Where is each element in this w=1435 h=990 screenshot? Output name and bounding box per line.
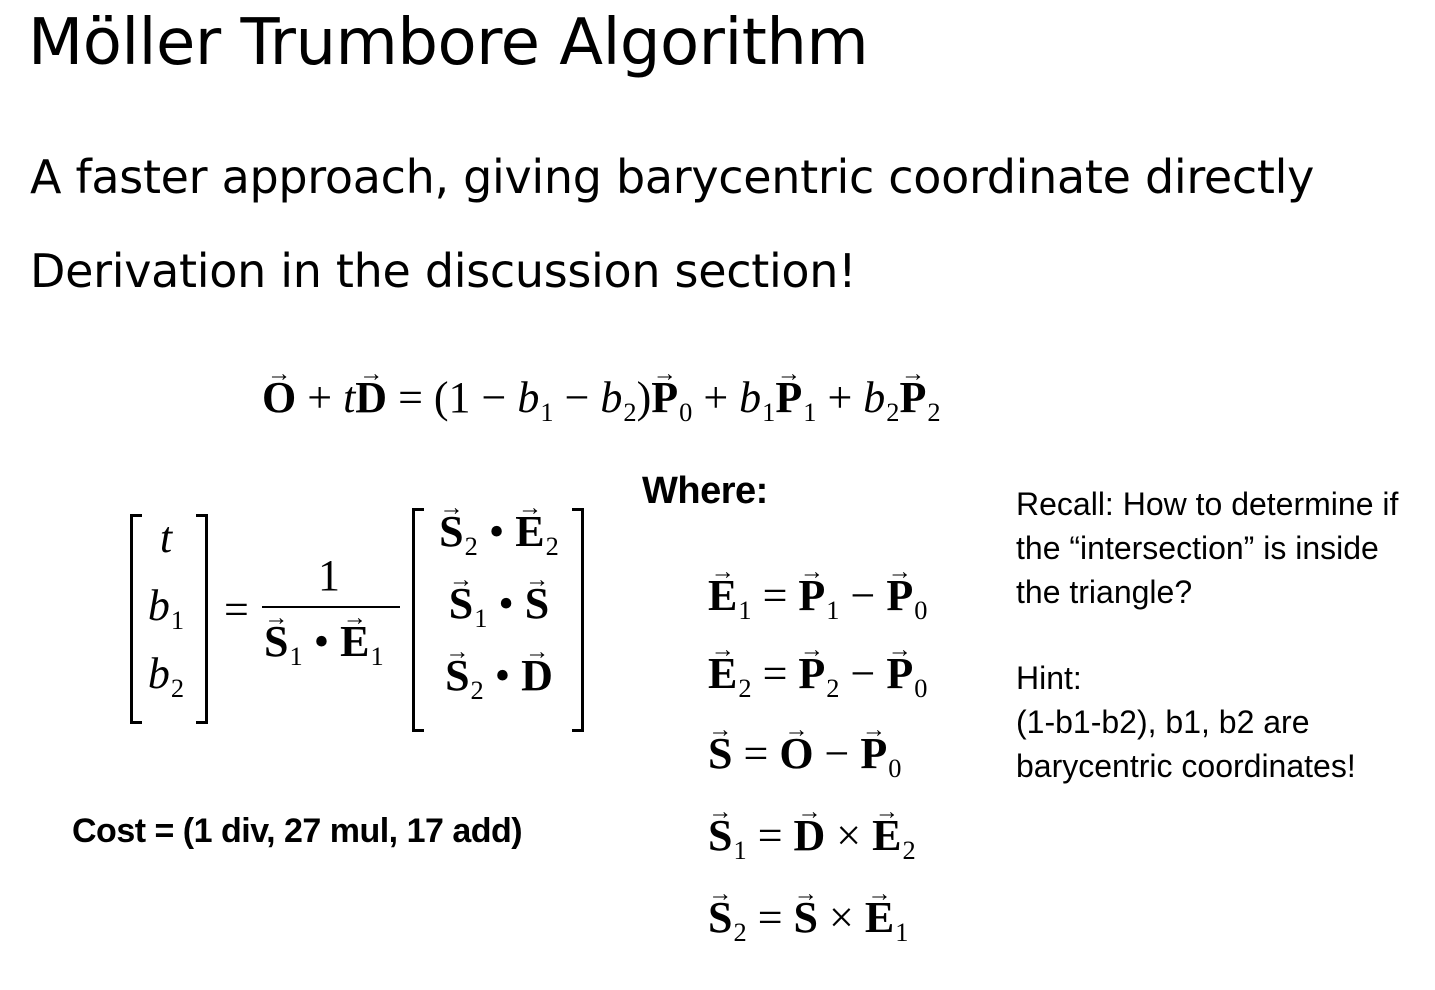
lhs-vector xyxy=(140,512,192,716)
definition-s: → S = → O − → $P_0$ xyxy=(708,728,901,784)
hint-note: (1-b1-b2), b1, b2 are barycentric coordinates! xyxy=(1016,704,1356,784)
cost-label: Cost = (1 div, 27 mul, 17 add) xyxy=(72,812,523,850)
ray-triangle-equation: → $O + t\to D = (1 - b_1 - b_2)\to P_0 + b_1\to P_1 + b_2\to P_2$ xyxy=(262,372,941,428)
bullet-derivation: Derivation in the discussion section! xyxy=(30,244,857,298)
lhs-b2: b xyxy=(147,649,170,698)
definition-e2: → $E_2$ = → $P_2$ − → $P_0$ xyxy=(708,648,927,704)
definition-s1: → $S_1$ = → D × → $E_2$ xyxy=(708,810,916,866)
bullet-faster-approach: A faster approach, giving barycentric coordinate directly xyxy=(30,150,1315,204)
hint-label: Hint: xyxy=(1016,660,1082,696)
slide-title: Möller Trumbore Algorithm xyxy=(28,6,869,80)
rhs-right-bracket xyxy=(572,508,584,732)
rhs-vector: → $S_2$ • → $E_2$ → $S_1$ • → S → $S_2$ • → D xyxy=(424,506,574,722)
rhs-left-bracket xyxy=(412,508,424,732)
lhs-b1-sub: 1 xyxy=(170,605,185,636)
matrix-equals: = xyxy=(224,585,249,634)
fraction-denominator: → $S_1$ • → $E_1$ xyxy=(264,616,384,672)
lhs-b2-sub: 2 xyxy=(170,673,185,704)
definition-e1: → $E_1$ = → $P_1$ − → $P_0$ xyxy=(708,570,927,626)
lhs-right-bracket xyxy=(196,514,208,724)
where-label: Where: xyxy=(642,470,768,512)
recall-note: Recall: How to determine if the “intersection” is inside the triangle? xyxy=(1016,486,1399,610)
fraction-numerator: 1 xyxy=(318,551,340,600)
definition-s2: → $S_2$ = → S × → $E_1$ xyxy=(708,892,908,948)
lhs-t: t xyxy=(159,513,173,562)
lhs-b1: b xyxy=(147,581,170,630)
